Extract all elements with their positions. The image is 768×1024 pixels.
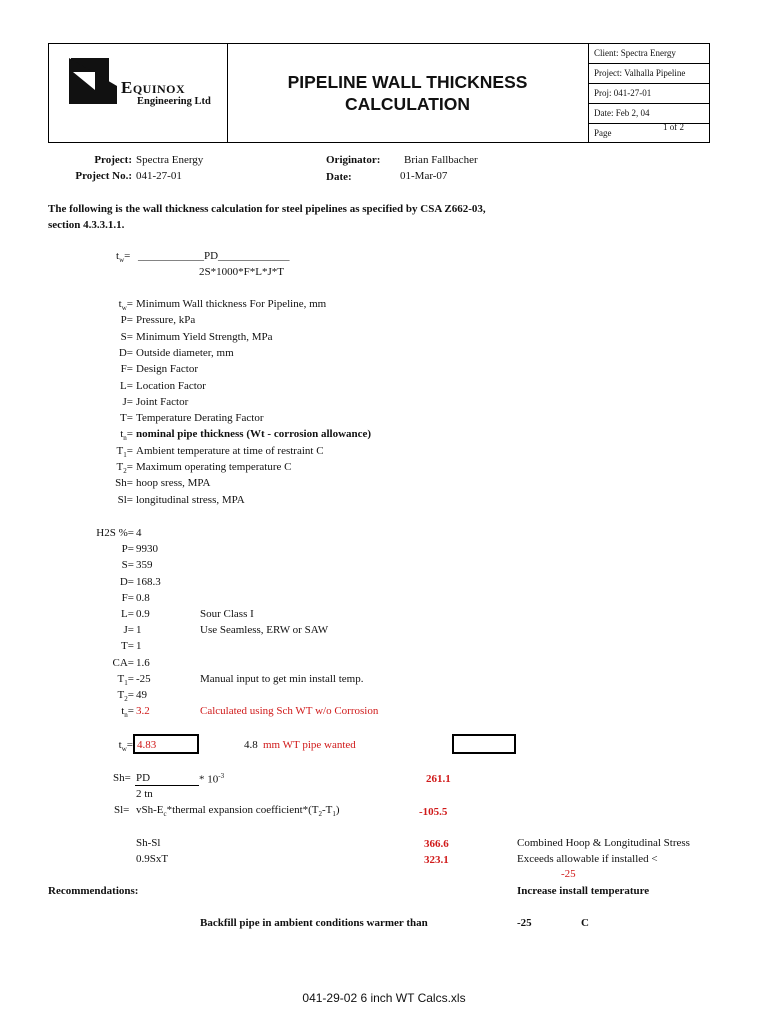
definition-text: nominal pipe thickness (Wt - corrosion allowance): [136, 428, 372, 441]
input-symbol: D=: [119, 575, 134, 588]
input-note: Sour Class I: [200, 608, 254, 620]
input-note: Use Seamless, ERW or SAW: [200, 624, 329, 637]
tw-result-box[interactable]: [133, 734, 199, 754]
document-title: [227, 44, 589, 142]
definition-text: hoop sress, MPA: [136, 477, 211, 490]
input-symbol: J=: [123, 624, 134, 637]
originator-value: Brian Fallbacher: [404, 154, 478, 166]
page-number: 1 of 2: [663, 122, 684, 132]
sh-multiplier: * $10^{-3}$: [199, 772, 225, 786]
tw-result-value: 4.83: [137, 739, 157, 751]
allowable-note: Exceeds allowable if installed <: [517, 853, 658, 865]
definition-text: longitudinal stress, MPA: [136, 493, 245, 506]
project-label: Project:: [94, 154, 132, 166]
definition-symbol: L=: [120, 379, 133, 392]
definition-symbol: J=: [122, 395, 133, 408]
project-field: Project: Valhalla Pipeline: [589, 64, 710, 84]
input-value[interactable]: 3.2: [136, 705, 150, 718]
wanted-value: 4.8: [244, 739, 258, 751]
input-value[interactable]: 1: [136, 640, 142, 653]
sl-formula: vSh-$E_c*thermal$ expansion $coefficient*(T_2-T_1)$: [136, 804, 340, 819]
backfill-value: -25: [517, 917, 532, 929]
wanted-text: mm WT pipe wanted: [263, 739, 356, 751]
combined-value: 366.6: [424, 838, 449, 850]
sh-denominator: 2 tn: [136, 788, 153, 800]
date-value: 01-Mar-07: [400, 170, 448, 182]
allowable-note-value: -25: [561, 868, 576, 880]
sh-numerator: PD: [136, 772, 151, 784]
backfill-text: Backfill pipe in ambient conditions warmer than: [200, 917, 428, 929]
definition-symbol: S=: [120, 330, 133, 343]
intro-line-1: The following is the wall thickness calculation for steel pipelines as specified by CSA Z662-03,: [48, 203, 486, 215]
input-value[interactable]: 359: [136, 559, 153, 572]
definition-text: Outside diameter, mm: [136, 346, 234, 359]
definition-symbol: Sl=: [117, 493, 133, 506]
combined-note: Combined Hoop & Longitudinal Stress: [517, 837, 690, 849]
project-no-value: 041-27-01: [136, 170, 182, 182]
input-value[interactable]: 49: [136, 689, 147, 701]
input-value[interactable]: 9930: [136, 543, 158, 556]
definition-text: Pressure, kPa: [136, 314, 196, 327]
input-symbol: F=: [121, 591, 134, 604]
allowable-value: 323.1: [424, 854, 449, 866]
wanted-input-box[interactable]: [452, 734, 516, 754]
input-symbol: H2S %=: [96, 527, 134, 539]
logo-cell: [49, 44, 228, 142]
input-value[interactable]: 4: [136, 527, 142, 539]
definition-symbol: $T_2=$: [116, 461, 133, 476]
definition-text: Ambient temperature at time of restraint C: [136, 444, 324, 457]
formula-numerator: ____________PD_____________: [138, 250, 290, 262]
intro-line-2: section 4.3.3.1.1.: [48, 219, 125, 231]
definition-text: Temperature Derating Factor: [136, 412, 264, 425]
sl-label: Sl=: [114, 804, 130, 816]
tw-result-label: $t_w=$: [118, 739, 133, 754]
definition-symbol: P=: [120, 314, 133, 327]
date-label: Date:: [326, 171, 352, 183]
title-line-1: PIPELINE WALL THICKNESS: [287, 72, 528, 92]
input-value[interactable]: 1.6: [136, 656, 150, 669]
date-field: Date: Feb 2, 04: [589, 104, 710, 124]
definition-symbol: $t_w=$: [118, 298, 133, 313]
company-subtitle: Engineering Ltd: [137, 96, 211, 107]
definition-text: Maximum operating temperature C: [136, 461, 292, 473]
definition-symbol: F=: [120, 363, 133, 376]
definition-text: Joint Factor: [136, 395, 189, 408]
input-symbol: P=: [121, 543, 134, 556]
definition-text: Location Factor: [136, 379, 206, 392]
combined-label: Sh-Sl: [136, 837, 161, 849]
formula-lhs: $t_w=$: [116, 250, 131, 265]
recommendation-action: Increase install temperature: [517, 885, 650, 897]
project-value: Spectra Energy: [136, 154, 204, 166]
definition-text: Minimum Yield Strength, MPa: [136, 330, 273, 343]
sl-value: -105.5: [419, 806, 448, 818]
title-line-2: CALCULATION: [344, 94, 471, 114]
input-note: Manual input to get min install temp.: [200, 672, 364, 685]
definition-symbol: D=: [118, 346, 133, 359]
input-symbol: S=: [121, 559, 134, 572]
input-note: Calculated using Sch WT w/o Corrosion: [200, 705, 379, 718]
input-value[interactable]: -25: [136, 672, 151, 685]
input-symbol: T=: [121, 640, 134, 653]
definition-text: Minimum Wall thickness For Pipeline, mm: [136, 298, 327, 310]
input-value[interactable]: 0.8: [136, 591, 150, 604]
input-symbol: CA=: [112, 656, 134, 669]
proj-number-field: Proj: 041-27-01: [589, 84, 710, 104]
input-value[interactable]: 168.3: [136, 575, 161, 588]
client-field: Client: Spectra Energy: [589, 44, 710, 64]
input-value[interactable]: 1: [136, 624, 142, 637]
backfill-unit: C: [581, 917, 589, 929]
sh-value: 261.1: [426, 773, 451, 785]
input-value[interactable]: 0.9: [136, 608, 150, 620]
definition-text: Design Factor: [136, 363, 199, 376]
input-symbol: $T_2=$: [117, 689, 134, 704]
definition-symbol: T=: [120, 412, 133, 425]
project-no-label: Project No.:: [75, 170, 132, 182]
page-field: Page 1 of 2: [589, 124, 710, 142]
definition-symbol: Sh=: [115, 477, 133, 490]
definition-symbol: $t_n=$: [120, 428, 133, 443]
allowable-label: 0.9SxT: [136, 853, 169, 865]
recommendations-label: Recommendations:: [48, 885, 139, 897]
formula-denominator: 2S*1000*F*L*J*T: [199, 266, 284, 278]
header-box: [48, 43, 710, 143]
footer-filename: 041-29-02 6 inch WT Calcs.xls: [302, 991, 466, 1005]
definition-symbol: $T_1=$: [116, 444, 133, 459]
input-symbol: $t_n=$: [121, 705, 134, 720]
originator-label: Originator:: [326, 154, 381, 166]
company-name: Equinox: [121, 78, 186, 97]
input-symbol: L=: [121, 608, 134, 620]
sh-fraction-line: [135, 785, 199, 786]
sh-label: Sh=: [113, 772, 131, 784]
input-symbol: $T_1=$: [117, 672, 134, 687]
